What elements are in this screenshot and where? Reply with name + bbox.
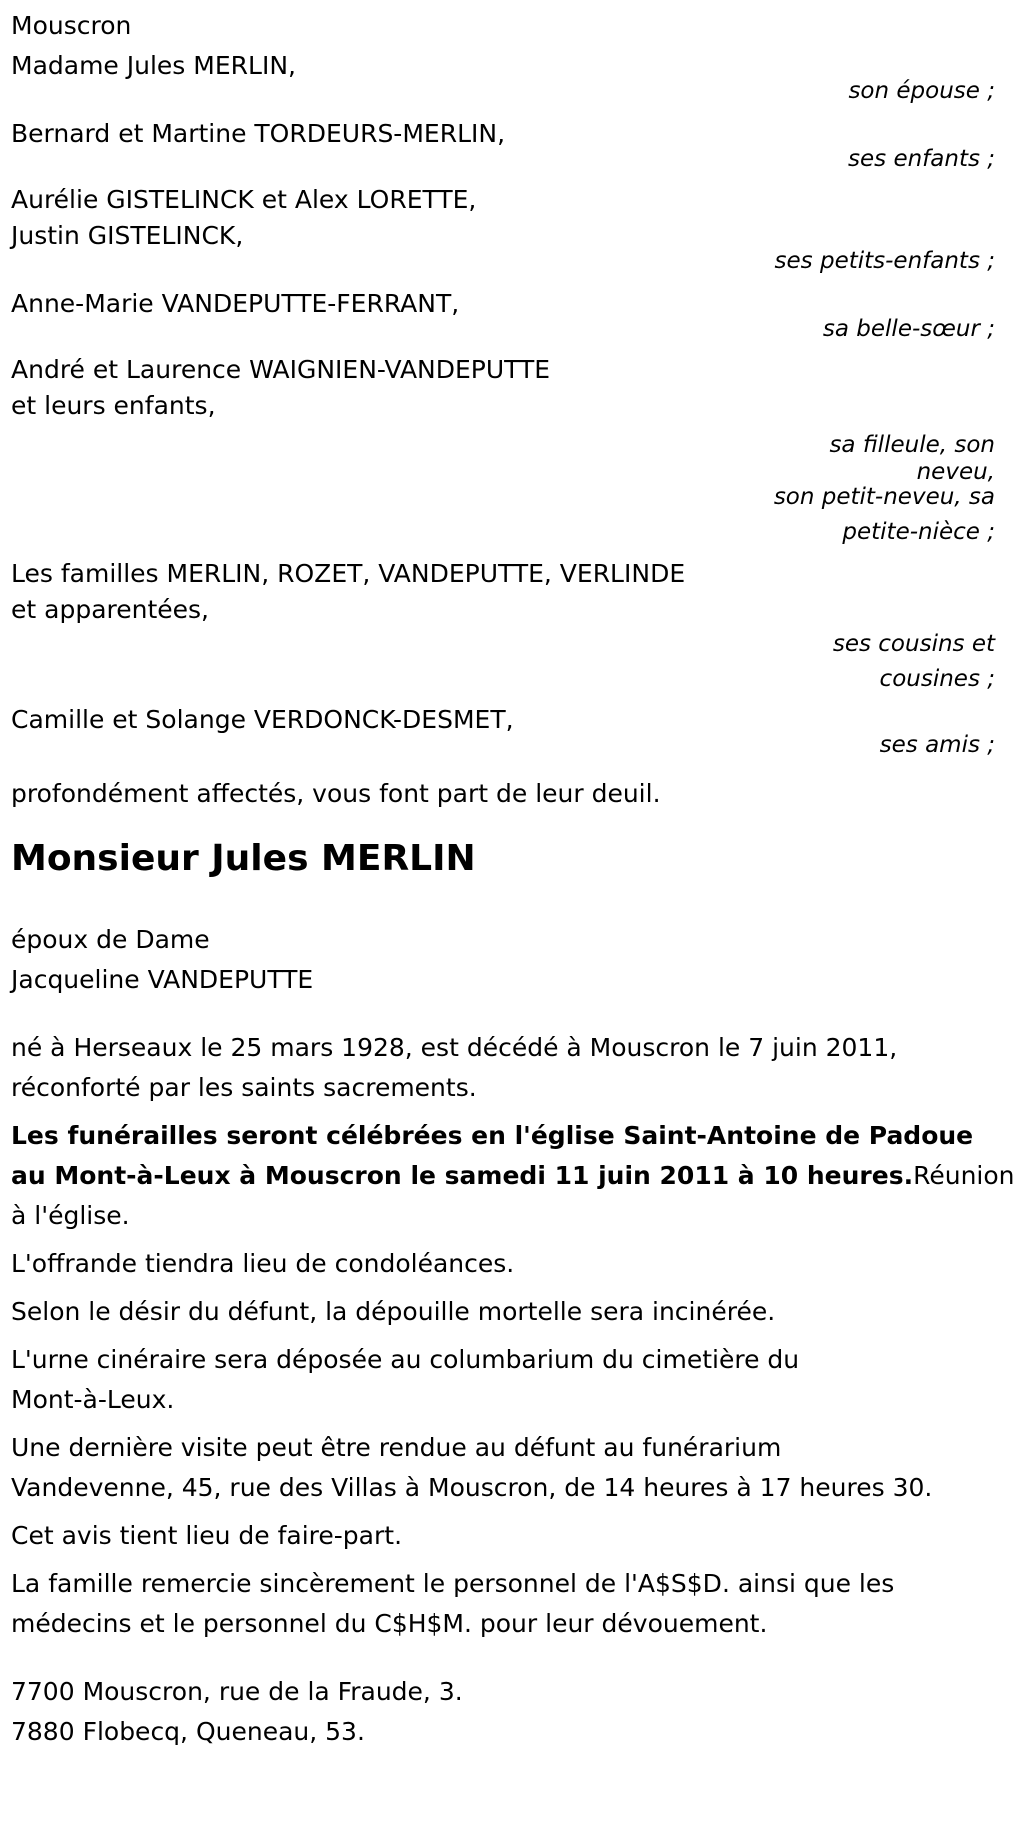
funeral-line — [11, 1156, 1015, 1196]
relation-label: sa belle-sœur ; — [822, 316, 995, 342]
urn-line: L'urne cinéraire sera déposée au columbarium du cimetière du — [11, 1345, 800, 1374]
family-entry — [11, 46, 995, 110]
relation-line: cousines ; — [879, 666, 995, 692]
relation-label — [751, 428, 995, 552]
birth-death-line: né à Herseaux le 25 mars 1928, est décédé à Mouscron le 7 juin 2011, — [11, 1033, 898, 1062]
family-name: Justin GISTELINCK, — [11, 221, 244, 250]
relation-label — [751, 626, 995, 696]
thanks-line: La famille remercie sincèrement le personnel de l'A$S$D. ainsi que les — [11, 1569, 895, 1598]
family-name: André et Laurence WAIGNIEN-VANDEPUTTE — [11, 355, 551, 384]
funeral-normal-text: Réunion — [913, 1161, 1015, 1190]
family-names — [11, 556, 751, 628]
family-name: et leurs enfants, — [11, 391, 216, 420]
spouse-line: époux de Dame — [11, 925, 210, 954]
thanks-line: médecins et le personnel du C$H$M. pour leur dévouement. — [11, 1609, 768, 1638]
relation-line: son petit-neveu, sa — [773, 484, 995, 510]
family-name: Aurélie GISTELINCK et Alex LORETTE, — [11, 185, 477, 214]
visit-line: Une dernière visite peut être rendue au défunt au funérarium — [11, 1433, 782, 1462]
family-name: et apparentées, — [11, 595, 209, 624]
urn-line: Mont-à-Leux. — [11, 1385, 175, 1414]
relation-label: ses enfants ; — [848, 146, 995, 172]
funeral-line: à l'église. — [11, 1201, 130, 1230]
family-entry — [11, 114, 995, 178]
cremation-line: Selon le désir du défunt, la dépouille mortelle sera incinérée. — [11, 1297, 776, 1326]
notice-line: Cet avis tient lieu de faire-part. — [11, 1521, 403, 1550]
spouse-info — [11, 920, 995, 1000]
spouse-line: Jacqueline VANDEPUTTE — [11, 965, 314, 994]
relation-label: son épouse ; — [848, 78, 995, 104]
urn-text — [11, 1340, 995, 1420]
relation-line: sa filleule, son — [829, 432, 995, 458]
offering-text — [11, 1244, 995, 1284]
family-name: Anne-Marie VANDEPUTTE-FERRANT, — [11, 289, 460, 318]
family-entry — [11, 352, 995, 552]
family-entry — [11, 182, 995, 280]
family-names — [11, 352, 751, 424]
relation-line: ses cousins et — [832, 631, 995, 657]
city-header: Mouscron — [11, 11, 132, 40]
visit-text — [11, 1428, 995, 1508]
thanks-text — [11, 1564, 995, 1644]
intro-text: profondément affectés, vous font part de leur deuil. — [11, 779, 661, 808]
relation-label: ses amis ; — [879, 732, 995, 758]
cremation-text — [11, 1292, 995, 1332]
obituary-page — [11, 0, 1015, 1752]
visit-line: Vandevenne, 45, rue des Villas à Mouscron, de 14 heures à 17 heures 30. — [11, 1473, 933, 1502]
address-line: 7700 Mouscron, rue de la Fraude, 3. — [11, 1677, 463, 1706]
relation-line: petite-nièce ; — [842, 519, 995, 545]
family-name: Madame Jules MERLIN, — [11, 51, 296, 80]
funeral-info — [11, 1116, 1015, 1236]
family-name: Bernard et Martine TORDEURS-MERLIN, — [11, 119, 506, 148]
birth-death-line: réconforté par les saints sacrements. — [11, 1073, 477, 1102]
relation-line: neveu, — [916, 459, 995, 485]
notice-text — [11, 1516, 995, 1556]
addresses — [11, 1672, 995, 1752]
family-entry — [11, 700, 995, 764]
family-name: Camille et Solange VERDONCK-DESMET, — [11, 705, 514, 734]
deceased-name: Monsieur Jules MERLIN — [11, 838, 476, 879]
family-name: Les familles MERLIN, ROZET, VANDEPUTTE, VERLINDE — [11, 559, 686, 588]
funeral-bold-text: au Mont-à-Leux à Mouscron le samedi 11 juin 2011 à 10 heures. — [11, 1161, 914, 1190]
offering-line: L'offrande tiendra lieu de condoléances. — [11, 1249, 515, 1278]
family-entry — [11, 284, 995, 348]
birth-death-info — [11, 1028, 995, 1108]
address-line: 7880 Flobecq, Queneau, 53. — [11, 1717, 365, 1746]
funeral-line: Les funérailles seront célébrées en l'église Saint-Antoine de Padoue — [11, 1121, 974, 1150]
relation-label: ses petits-enfants ; — [774, 248, 995, 274]
family-entry — [11, 556, 995, 696]
